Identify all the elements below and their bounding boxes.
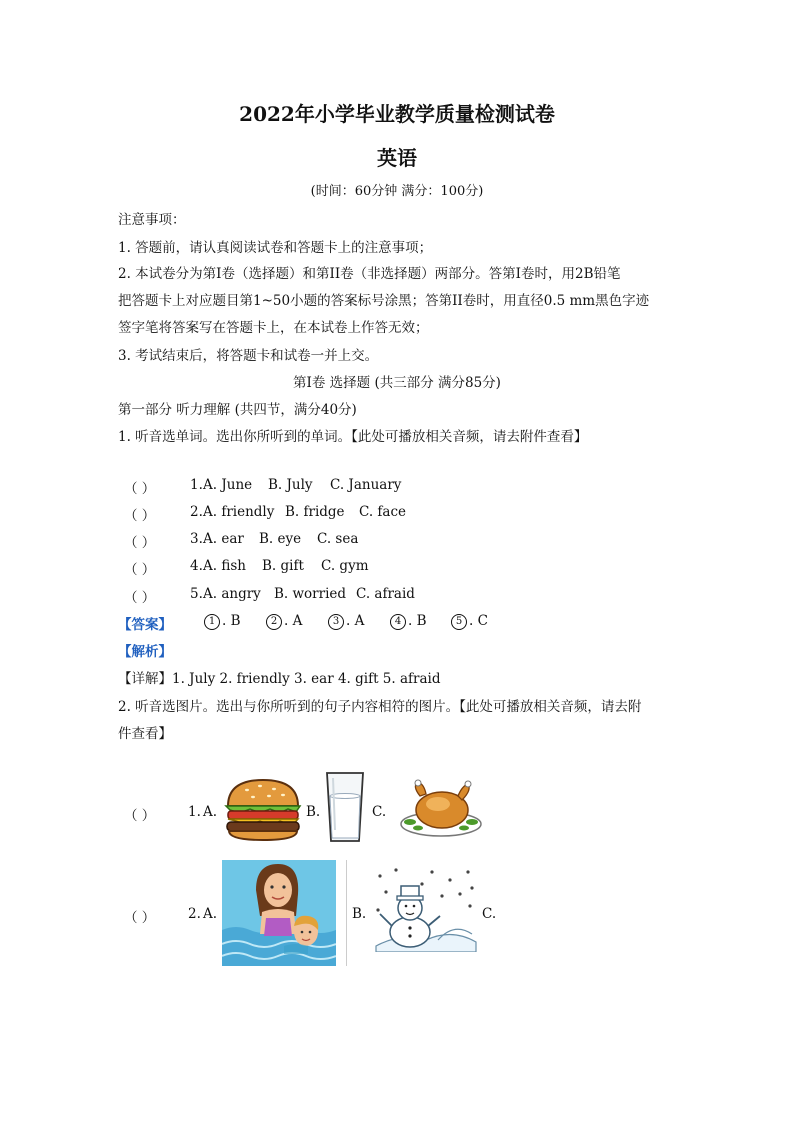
option-a-label: A. [203, 804, 218, 820]
option-b-label: B. [352, 906, 367, 922]
note-1: 1. 答题前，请认真阅读试卷和答题卡上的注意事项； [118, 240, 433, 256]
item-number: 2. [188, 906, 201, 922]
option-c-label: C. [482, 906, 497, 922]
exam-title: 2022年小学毕业教学质量检测试卷 [239, 102, 555, 126]
answer-item: 5 . C [451, 613, 488, 630]
option-c: C. face [359, 504, 407, 520]
item-number: 1. [190, 477, 203, 493]
q1-instruction: 1. 听音选单词。选出你所听到的单词。【此处可播放相关音频，请去附件查看】 [118, 429, 588, 445]
option-a: A. friendly [203, 504, 275, 520]
item-number: 3. [190, 531, 203, 547]
answer-blank[interactable]: （ ） [124, 910, 156, 926]
option-b: B. fridge [285, 504, 345, 520]
answer-blank[interactable]: （ ） [124, 508, 156, 524]
hamburger-image [222, 776, 304, 842]
milk-glass-image [324, 770, 366, 844]
answer-blank[interactable]: （ ） [124, 808, 156, 824]
item-number: 4. [190, 558, 203, 574]
option-a-label: A. [203, 906, 218, 922]
q2-instruction-a: 2. 听音选图片。选出与你所听到的句子内容相符的图片。【此处可播放相关音频，请去附 [118, 699, 642, 715]
q2-instruction-b: 件查看】 [118, 726, 172, 742]
option-b: B. eye [259, 531, 302, 547]
roast-chicken-image [398, 778, 484, 840]
answer-blank[interactable]: （ ） [124, 481, 156, 497]
detail-row [118, 667, 441, 687]
answer-blank[interactable]: （ ） [124, 590, 156, 606]
option-b: B. July [268, 477, 313, 493]
item-number: 2. [190, 504, 203, 520]
volume-heading: 第I卷 选择题 (共三部分 满分85分) [293, 375, 501, 391]
note-2a: 2. 本试卷分为第I卷（选择题）和第II卷（非选择题）两部分。答第I卷时，用2B铅笔 [118, 266, 621, 282]
note-2c: 签字笔将答案写在答题卡上，在本试卷上作答无效； [118, 320, 429, 336]
picture-divider [346, 860, 347, 966]
option-c: C. January [330, 477, 402, 493]
part-heading: 第一部分 听力理解 (共四节，满分40分) [118, 402, 357, 418]
snowman-image [372, 866, 478, 952]
option-a: A. June [203, 477, 253, 493]
notes-heading: 注意事项： [118, 212, 186, 228]
answer-item: 1 . B [204, 613, 241, 630]
answer-blank[interactable]: （ ） [124, 562, 156, 578]
answer-item: 2 . A [266, 613, 302, 630]
analysis-label: 【解析】 [118, 644, 172, 660]
item-number: 5. [190, 586, 203, 602]
detail-text: 1. July 2. friendly 3. ear 4. gift 5. afraid [172, 671, 441, 687]
option-a: A. ear [203, 531, 244, 547]
option-b-label: B. [306, 804, 321, 820]
answer-item: 3 . A [328, 613, 364, 630]
option-c-label: C. [372, 804, 387, 820]
option-a: A. fish [203, 558, 246, 574]
answer-label: 【答案】 [118, 617, 172, 633]
option-c: C. afraid [356, 586, 415, 602]
answer-blank[interactable]: （ ） [124, 535, 156, 551]
subject-title: 英语 [377, 146, 417, 170]
swimming-image [222, 860, 336, 966]
note-3: 3. 考试结束后，将答题卡和试卷一并上交。 [118, 348, 379, 364]
option-c: C. gym [321, 558, 369, 574]
detail-label: 【详解】 [118, 671, 172, 687]
answer-item: 4 . B [390, 613, 427, 630]
option-a: A. angry [203, 586, 261, 602]
option-c: C. sea [317, 531, 359, 547]
option-b: B. worried [274, 586, 347, 602]
option-b: B. gift [262, 558, 304, 574]
item-number: 1. [188, 804, 201, 820]
note-2b: 把答题卡上对应题目第1~50小题的答案标号涂黑；答第II卷时，用直径0.5 mm黑色字迹 [118, 293, 650, 309]
time-info: (时间：60分钟 满分：100分) [310, 184, 484, 199]
